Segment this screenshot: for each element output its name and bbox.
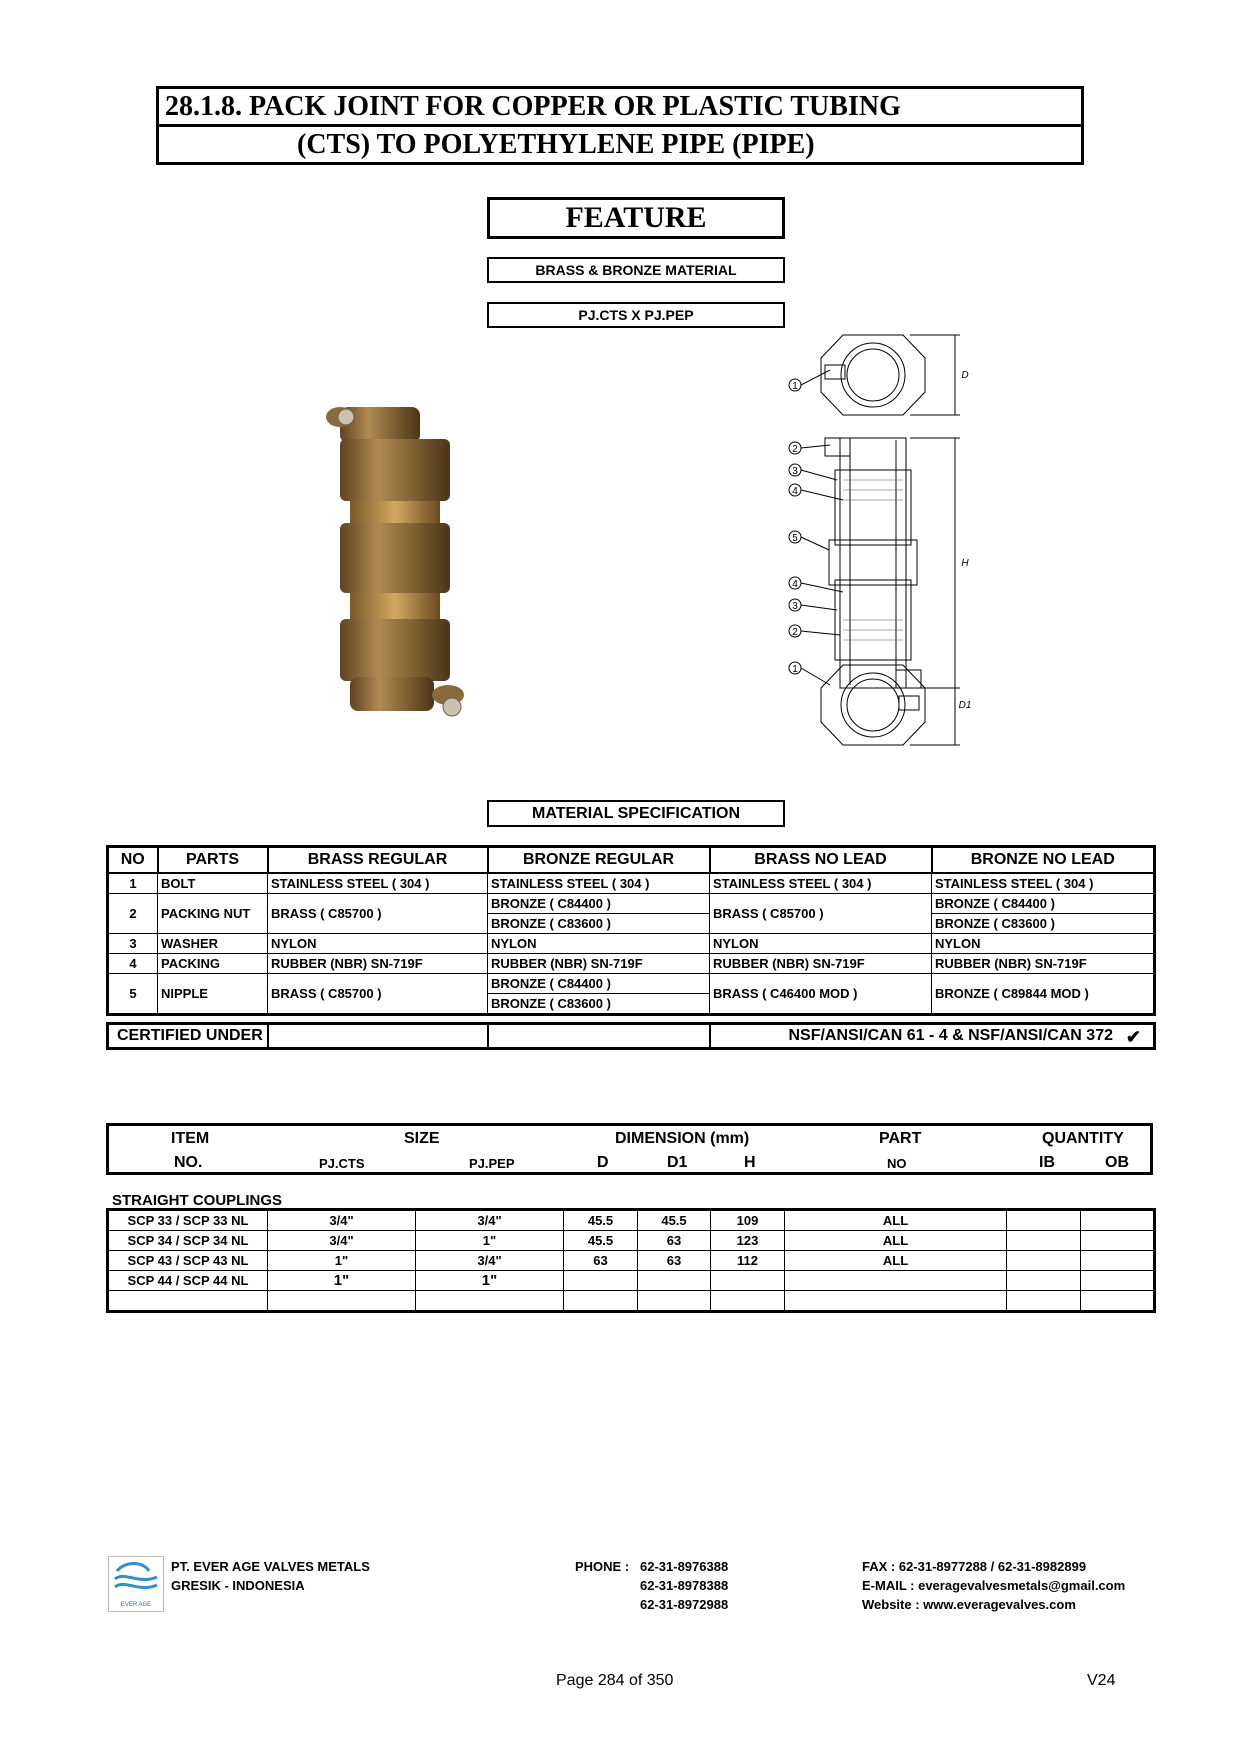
company-logo: [108, 1556, 164, 1612]
feature-model: PJ.CTS X PJ.PEP: [487, 302, 785, 328]
cell-h: [711, 1271, 785, 1291]
cell-d: 45.5: [564, 1210, 638, 1231]
cell-brass-nl: STAINLESS STEEL ( 304 ): [710, 873, 932, 894]
title-box: [156, 86, 1084, 165]
cell-ib: [1007, 1271, 1081, 1291]
hdr-cts: PJ.CTS: [319, 1156, 365, 1171]
cell-bronze-nl: STAINLESS STEEL ( 304 ): [932, 873, 1155, 894]
table-row: [108, 873, 1155, 894]
company-location: GRESIK - INDONESIA: [171, 1578, 305, 1593]
callout-label: 2: [792, 627, 798, 638]
cell-d1: 45.5: [638, 1210, 711, 1231]
cell-no: 5: [108, 974, 158, 1015]
side-view-upper-nut: [835, 470, 911, 545]
cell-d: 45.5: [564, 1231, 638, 1251]
hdr-h: H: [744, 1154, 756, 1171]
phone-number: 62-31-8976388: [640, 1559, 729, 1574]
cell-d1: [638, 1271, 711, 1291]
cell-part: ALL: [785, 1231, 1007, 1251]
product-photo: [320, 395, 480, 725]
hdr-no: NO.: [174, 1154, 203, 1171]
cell-pep: 3/4": [416, 1251, 564, 1271]
hdr-part: PART: [879, 1130, 922, 1147]
cell-bronze-nl: RUBBER (NBR) SN-719F: [932, 954, 1155, 974]
callout-label: 3: [792, 466, 798, 477]
section-label: STRAIGHT COUPLINGS: [112, 1192, 283, 1209]
top-view-hex: [821, 335, 925, 415]
certified-table: [106, 1022, 1156, 1050]
wave-icon: [109, 1557, 163, 1597]
cell-ob: [1081, 1231, 1155, 1251]
hdr-ib: IB: [1039, 1154, 1055, 1171]
feature-material: BRASS & BRONZE MATERIAL: [487, 257, 785, 283]
cell-ib: [1007, 1231, 1081, 1251]
hdr-dimension: DIMENSION (mm): [615, 1130, 750, 1147]
side-view-ear-bottom: [896, 670, 921, 688]
cell-ib: [1007, 1210, 1081, 1231]
phone-number: 62-31-8978388: [640, 1578, 729, 1593]
material-spec-table: [106, 845, 1156, 1016]
company-name: PT. EVER AGE VALVES METALS: [171, 1559, 370, 1574]
cell-pep: 3/4": [416, 1210, 564, 1231]
cell-part: WASHER: [158, 934, 268, 954]
cell-item: SCP 34 / SCP 34 NL: [108, 1231, 268, 1251]
cell-brass: BRASS ( C85700 ): [268, 974, 488, 1015]
cell-part: PACKING NUT: [158, 894, 268, 934]
title-line-1: 28.1.8. PACK JOINT FOR COPPER OR PLASTIC TUBING: [165, 91, 901, 122]
col-header: BRONZE REGULAR: [488, 847, 710, 874]
table-row: [108, 894, 1155, 914]
callout-label: 4: [792, 579, 798, 590]
cell-ob: [1081, 1210, 1155, 1231]
cell-bronze-nl: BRONZE ( C83600 ): [932, 914, 1155, 934]
table-row: [108, 974, 1155, 994]
cell-h: 109: [711, 1210, 785, 1231]
material-header-row: [108, 847, 1155, 874]
cell-part: PACKING: [158, 954, 268, 974]
top-view-ring: [841, 343, 905, 407]
cell-item: SCP 44 / SCP 44 NL: [108, 1271, 268, 1291]
certified-label: CERTIFIED UNDER: [108, 1024, 268, 1049]
hdr-d: D: [597, 1154, 609, 1171]
cell-bronze: BRONZE ( C84400 ): [488, 974, 710, 994]
top-view-bore: [847, 349, 899, 401]
cell-bronze: RUBBER (NBR) SN-719F: [488, 954, 710, 974]
cell-d: 63: [564, 1251, 638, 1271]
page-number: Page 284 of 350: [556, 1672, 674, 1689]
callout-label: 2: [792, 444, 798, 455]
top-thread: [350, 501, 440, 523]
cell-no: 4: [108, 954, 158, 974]
cell-brass: STAINLESS STEEL ( 304 ): [268, 873, 488, 894]
phone-number: 62-31-8972988: [640, 1597, 729, 1612]
table-row: [108, 954, 1155, 974]
cell-bronze: NYLON: [488, 934, 710, 954]
side-view-ear-top: [825, 438, 850, 456]
cell-d1: 63: [638, 1231, 711, 1251]
cell-cts: 1": [268, 1271, 416, 1291]
callout-label: 5: [792, 533, 798, 544]
cell-part: BOLT: [158, 873, 268, 894]
hdr-d1: D1: [667, 1154, 688, 1171]
cell-bronze: BRONZE ( C83600 ): [488, 994, 710, 1015]
cell-ob: [1081, 1271, 1155, 1291]
cell-cts: 3/4": [268, 1231, 416, 1251]
cell-bronze-nl: BRONZE ( C89844 MOD ): [932, 974, 1155, 1015]
cell-bronze: STAINLESS STEEL ( 304 ): [488, 873, 710, 894]
callout-label: 1: [792, 381, 798, 392]
hdr-part-no: NO: [887, 1156, 907, 1171]
hdr-quantity: QUANTITY: [1042, 1130, 1124, 1147]
feature-heading: FEATURE: [487, 197, 785, 239]
cell-part: ALL: [785, 1210, 1007, 1231]
hdr-size: SIZE: [404, 1130, 440, 1147]
col-header: BRASS NO LEAD: [710, 847, 932, 874]
cell-bronze: BRONZE ( C83600 ): [488, 914, 710, 934]
col-header: BRONZE NO LEAD: [932, 847, 1155, 874]
cell-item: SCP 43 / SCP 43 NL: [108, 1251, 268, 1271]
cell-pep: 1": [416, 1271, 564, 1291]
cell-h: 123: [711, 1231, 785, 1251]
cell-brass-nl: BRASS ( C85700 ): [710, 894, 932, 934]
cell-item: SCP 33 / SCP 33 NL: [108, 1210, 268, 1231]
logo-text: EVER AGE: [120, 1602, 152, 1608]
dim-label-h: H: [961, 558, 969, 569]
cell-no: 2: [108, 894, 158, 934]
bottom-view-ring: [841, 673, 905, 737]
col-header: PARTS: [158, 847, 268, 874]
cell-brass: NYLON: [268, 934, 488, 954]
cell-part: NIPPLE: [158, 974, 268, 1015]
website: Website : www.everagevalves.com: [862, 1597, 1076, 1612]
cell-brass-nl: RUBBER (NBR) SN-719F: [710, 954, 932, 974]
technical-drawing: [785, 330, 975, 755]
email: E-MAIL : everagevalvesmetals@gmail.com: [862, 1578, 1126, 1593]
cell-part: [785, 1271, 1007, 1291]
cell-brass: BRASS ( C85700 ): [268, 894, 488, 934]
dim-label-d1: D1: [958, 700, 972, 711]
table-row: [108, 1210, 1155, 1231]
bottom-view-hex: [821, 665, 925, 745]
cell-brass-nl: NYLON: [710, 934, 932, 954]
cell-part: ALL: [785, 1251, 1007, 1271]
dimension-header: [106, 1123, 1153, 1175]
bottom-view-bore: [847, 679, 899, 731]
cell-bronze: BRONZE ( C84400 ): [488, 894, 710, 914]
cell-cts: 1": [268, 1251, 416, 1271]
cell-cts: 3/4": [268, 1210, 416, 1231]
hdr-pep: PJ.PEP: [469, 1156, 515, 1171]
col-header: NO: [108, 847, 158, 874]
dim-label-d: D: [961, 370, 969, 381]
cell-ob: [1081, 1251, 1155, 1271]
certified-value-cell: [710, 1024, 1155, 1049]
phone-label: PHONE :: [575, 1559, 630, 1574]
cell-pep: 1": [416, 1231, 564, 1251]
dimension-table: [106, 1208, 1156, 1313]
cell-h: 112: [711, 1251, 785, 1271]
material-spec-heading: MATERIAL SPECIFICATION: [487, 800, 785, 827]
table-row-empty: [108, 1291, 1155, 1312]
cell-bronze-nl: NYLON: [932, 934, 1155, 954]
cell-bronze-nl: BRONZE ( C84400 ): [932, 894, 1155, 914]
version-label: V24: [1087, 1672, 1116, 1689]
callout-label: 4: [792, 486, 798, 497]
top-nut: [340, 439, 450, 501]
side-view-center-hex: [829, 540, 917, 585]
bottom-nut: [340, 619, 450, 681]
middle-hex: [340, 523, 450, 593]
callout-label: 3: [792, 601, 798, 612]
bottom-cap: [350, 677, 434, 711]
cell-brass-nl: BRASS ( C46400 MOD ): [710, 974, 932, 1015]
bottom-view-bolt: [899, 696, 919, 710]
table-row: [108, 934, 1155, 954]
certified-value: NSF/ANSI/CAN 61 - 4 & NSF/ANSI/CAN 372: [788, 1027, 1113, 1044]
cell-no: 3: [108, 934, 158, 954]
bottom-screw: [443, 698, 461, 716]
top-screw: [338, 409, 354, 425]
callout-label: 1: [792, 664, 798, 675]
table-row: [108, 1271, 1155, 1291]
cell-d1: 63: [638, 1251, 711, 1271]
hdr-item: ITEM: [171, 1130, 210, 1147]
fax: FAX : 62-31-8977288 / 62-31-8982899: [862, 1559, 1087, 1574]
col-header: BRASS REGULAR: [268, 847, 488, 874]
cell-ib: [1007, 1251, 1081, 1271]
certified-empty: [268, 1024, 488, 1049]
cell-no: 1: [108, 873, 158, 894]
hdr-ob: OB: [1105, 1154, 1129, 1171]
title-line-2: (CTS) TO POLYETHYLENE PIPE (PIPE): [159, 124, 1081, 162]
cell-brass: RUBBER (NBR) SN-719F: [268, 954, 488, 974]
cell-d: [564, 1271, 638, 1291]
bottom-thread: [350, 593, 440, 619]
table-row: [108, 1251, 1155, 1271]
table-row: [108, 1231, 1155, 1251]
certified-empty: [488, 1024, 710, 1049]
check-icon: ✔: [1125, 1027, 1141, 1047]
